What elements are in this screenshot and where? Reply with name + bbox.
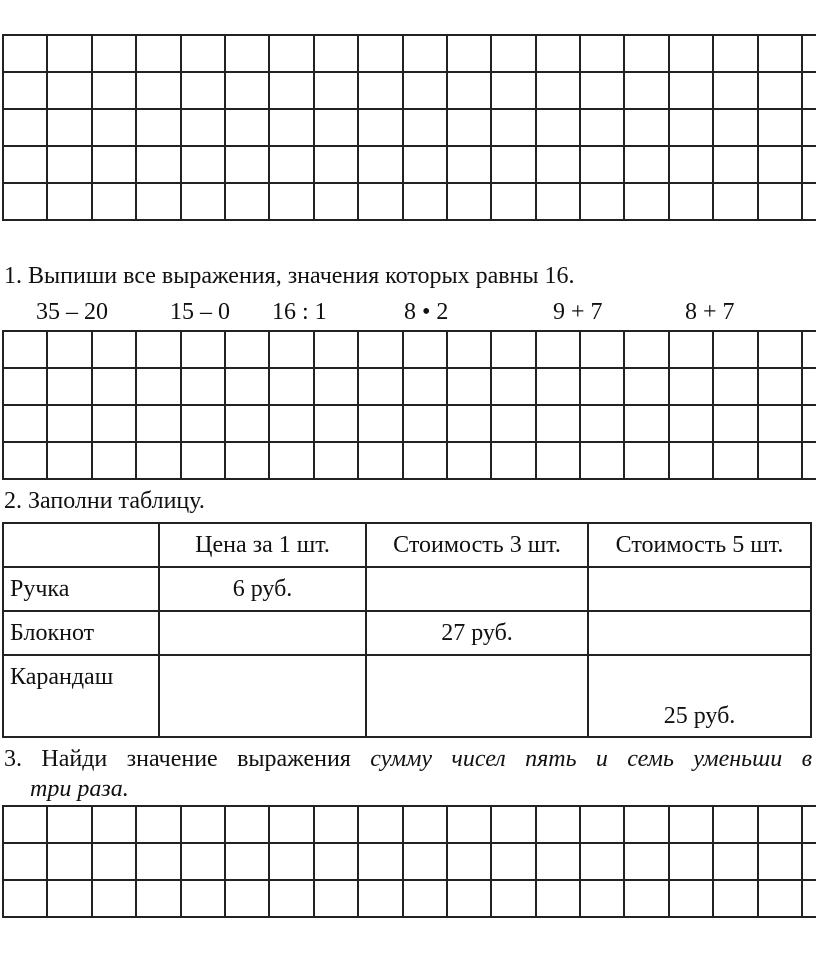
grid-cell[interactable] [314, 35, 358, 72]
grid-cell[interactable] [580, 183, 624, 220]
grid-cell[interactable] [758, 405, 802, 442]
grid-cell[interactable] [181, 146, 225, 183]
grid-cell[interactable] [713, 880, 757, 917]
grid-cell[interactable] [314, 806, 358, 843]
grid-cell[interactable] [47, 72, 91, 109]
grid-cell[interactable] [713, 72, 757, 109]
grid-cell[interactable] [136, 146, 180, 183]
grid-cell[interactable] [624, 442, 668, 479]
header-cost-3: Стоимость 3 шт. [366, 523, 588, 567]
grid-cell[interactable] [447, 442, 491, 479]
grid-row [3, 109, 816, 146]
grid-cell[interactable] [92, 331, 136, 368]
grid-cell[interactable] [491, 72, 535, 109]
answer-grid-top[interactable] [2, 34, 816, 221]
grid-cell[interactable] [403, 146, 447, 183]
cell-pencil-cost-5[interactable]: 25 руб. [588, 655, 811, 737]
grid-cell[interactable] [624, 109, 668, 146]
grid-cell[interactable] [580, 35, 624, 72]
grid-cell[interactable] [269, 405, 313, 442]
grid-cell[interactable] [802, 880, 816, 917]
row-label-notebook: Блокнот [3, 611, 159, 655]
grid-cell[interactable] [47, 880, 91, 917]
grid-cell[interactable] [447, 806, 491, 843]
grid-cell[interactable] [669, 183, 713, 220]
grid-cell[interactable] [181, 880, 225, 917]
grid-cell[interactable] [358, 843, 402, 880]
grid-cell[interactable] [136, 331, 180, 368]
grid-cell[interactable] [491, 405, 535, 442]
expression-1: 35 – 20 [36, 299, 108, 325]
grid-row [3, 35, 816, 72]
grid-cell[interactable] [358, 806, 402, 843]
grid-cell[interactable] [225, 368, 269, 405]
grid-cell[interactable] [181, 35, 225, 72]
grid-cell[interactable] [136, 72, 180, 109]
grid-cell[interactable] [92, 843, 136, 880]
grid-cell[interactable] [225, 72, 269, 109]
header-price-per-item: Цена за 1 шт. [159, 523, 366, 567]
grid-cell[interactable] [225, 146, 269, 183]
table-header-row [3, 523, 811, 567]
grid-cell[interactable] [758, 146, 802, 183]
grid-cell[interactable] [447, 146, 491, 183]
grid-cell[interactable] [47, 843, 91, 880]
cell-notebook-cost-5[interactable] [588, 611, 811, 655]
grid-cell[interactable] [491, 146, 535, 183]
table-row [3, 567, 811, 611]
grid-cell[interactable] [580, 405, 624, 442]
grid-cell[interactable] [536, 109, 580, 146]
grid-cell[interactable] [47, 183, 91, 220]
grid-row [3, 183, 816, 220]
grid-cell[interactable] [269, 442, 313, 479]
grid-cell[interactable] [92, 183, 136, 220]
grid-cell[interactable] [269, 331, 313, 368]
grid-cell[interactable] [447, 368, 491, 405]
grid-cell[interactable] [669, 35, 713, 72]
task-3-text [4, 742, 812, 776]
grid-cell[interactable] [536, 880, 580, 917]
grid-cell[interactable] [624, 331, 668, 368]
grid-cell[interactable] [669, 405, 713, 442]
grid-row [3, 843, 816, 880]
grid-cell[interactable] [47, 368, 91, 405]
grid-cell[interactable] [225, 331, 269, 368]
grid-cell[interactable] [713, 109, 757, 146]
grid-cell[interactable] [403, 183, 447, 220]
grid-cell[interactable] [447, 109, 491, 146]
grid-cell[interactable] [92, 72, 136, 109]
grid-cell[interactable] [225, 405, 269, 442]
grid-cell[interactable] [669, 146, 713, 183]
grid-cell[interactable] [269, 72, 313, 109]
grid-cell[interactable] [3, 405, 47, 442]
grid-cell[interactable] [314, 405, 358, 442]
grid-cell[interactable] [3, 331, 47, 368]
grid-cell[interactable] [758, 109, 802, 146]
grid-cell[interactable] [92, 146, 136, 183]
grid-cell[interactable] [580, 806, 624, 843]
grid-cell[interactable] [269, 35, 313, 72]
grid-cell[interactable] [136, 183, 180, 220]
cell-notebook-cost-3[interactable]: 27 руб. [366, 611, 588, 655]
grid-cell[interactable] [403, 72, 447, 109]
grid-cell[interactable] [92, 442, 136, 479]
grid-cell[interactable] [403, 405, 447, 442]
grid-cell[interactable] [3, 442, 47, 479]
grid-cell[interactable] [669, 368, 713, 405]
grid-cell[interactable] [536, 442, 580, 479]
grid-cell[interactable] [758, 183, 802, 220]
task-3-prefix: 3. Найди значение выражения [4, 746, 351, 772]
grid-cell[interactable] [802, 109, 816, 146]
grid-cell[interactable] [358, 146, 402, 183]
grid-cell[interactable] [269, 806, 313, 843]
grid-cell[interactable] [713, 368, 757, 405]
grid-cell[interactable] [403, 331, 447, 368]
cell-pencil-cost-3[interactable] [366, 655, 588, 737]
grid-cell[interactable] [358, 442, 402, 479]
grid-cell[interactable] [403, 843, 447, 880]
grid-cell[interactable] [491, 183, 535, 220]
grid-cell[interactable] [580, 109, 624, 146]
grid-cell[interactable] [314, 109, 358, 146]
grid-cell[interactable] [92, 405, 136, 442]
cell-pencil-price[interactable] [159, 655, 366, 737]
grid-cell[interactable] [447, 405, 491, 442]
cell-pen-price[interactable]: 6 руб. [159, 567, 366, 611]
grid-cell[interactable] [669, 806, 713, 843]
grid-cell[interactable] [358, 880, 402, 917]
cell-pen-cost-3[interactable] [366, 567, 588, 611]
grid-cell[interactable] [669, 109, 713, 146]
grid-cell[interactable] [758, 331, 802, 368]
grid-cell[interactable] [536, 405, 580, 442]
grid-cell[interactable] [181, 183, 225, 220]
grid-cell[interactable] [47, 806, 91, 843]
grid-cell[interactable] [403, 880, 447, 917]
grid-cell[interactable] [181, 72, 225, 109]
grid-row [3, 880, 816, 917]
grid-cell[interactable] [536, 368, 580, 405]
grid-cell[interactable] [47, 331, 91, 368]
grid-cell[interactable] [758, 806, 802, 843]
grid-cell[interactable] [624, 843, 668, 880]
grid-cell[interactable] [713, 331, 757, 368]
grid-cell[interactable] [181, 843, 225, 880]
grid-cell[interactable] [225, 880, 269, 917]
grid-cell[interactable] [491, 806, 535, 843]
grid-cell[interactable] [314, 331, 358, 368]
grid-cell[interactable] [580, 72, 624, 109]
grid-cell[interactable] [802, 843, 816, 880]
expression-6: 8 + 7 [685, 299, 735, 325]
row-label-pencil: Карандаш [3, 655, 159, 737]
grid-cell[interactable] [403, 35, 447, 72]
grid-cell[interactable] [536, 35, 580, 72]
grid-cell[interactable] [403, 368, 447, 405]
grid-cell[interactable] [225, 109, 269, 146]
grid-cell[interactable] [713, 183, 757, 220]
grid-cell[interactable] [47, 146, 91, 183]
grid-cell[interactable] [358, 72, 402, 109]
grid-cell[interactable] [269, 880, 313, 917]
grid-row [3, 146, 816, 183]
grid-cell[interactable] [536, 843, 580, 880]
grid-cell[interactable] [47, 109, 91, 146]
grid-cell[interactable] [758, 35, 802, 72]
task-3-italic-line-2: три раза. [30, 776, 129, 802]
grid-cell[interactable] [758, 442, 802, 479]
grid-cell[interactable] [3, 72, 47, 109]
grid-cell[interactable] [447, 843, 491, 880]
grid-cell[interactable] [491, 442, 535, 479]
grid-cell[interactable] [536, 806, 580, 843]
grid-cell[interactable] [624, 146, 668, 183]
grid-cell[interactable] [181, 368, 225, 405]
header-cell-empty [3, 523, 159, 567]
grid-cell[interactable] [3, 183, 47, 220]
grid-cell[interactable] [47, 405, 91, 442]
grid-cell[interactable] [358, 368, 402, 405]
grid-cell[interactable] [225, 183, 269, 220]
grid-cell[interactable] [491, 109, 535, 146]
grid-cell[interactable] [136, 368, 180, 405]
grid-cell[interactable] [536, 183, 580, 220]
expression-2: 15 – 0 [170, 299, 230, 325]
grid-cell[interactable] [314, 442, 358, 479]
grid-cell[interactable] [3, 146, 47, 183]
grid-cell[interactable] [269, 183, 313, 220]
grid-cell[interactable] [314, 72, 358, 109]
grid-cell[interactable] [358, 183, 402, 220]
expression-5: 9 + 7 [553, 299, 603, 325]
grid-cell[interactable] [491, 368, 535, 405]
grid-cell[interactable] [669, 331, 713, 368]
grid-cell[interactable] [624, 368, 668, 405]
grid-cell[interactable] [47, 35, 91, 72]
grid-row [3, 405, 816, 442]
grid-cell[interactable] [3, 368, 47, 405]
grid-cell[interactable] [624, 72, 668, 109]
grid-cell[interactable] [491, 331, 535, 368]
grid-cell[interactable] [225, 806, 269, 843]
grid-cell[interactable] [713, 843, 757, 880]
grid-cell[interactable] [269, 368, 313, 405]
grid-cell[interactable] [758, 880, 802, 917]
grid-cell[interactable] [802, 368, 816, 405]
task-1-text: 1. Выпиши все выражения, значения которых равны 16. [4, 263, 575, 289]
grid-row [3, 331, 816, 368]
grid-cell[interactable] [536, 331, 580, 368]
grid-cell[interactable] [669, 442, 713, 479]
grid-cell[interactable] [47, 442, 91, 479]
grid-cell[interactable] [136, 806, 180, 843]
grid-cell[interactable] [136, 442, 180, 479]
grid-cell[interactable] [802, 72, 816, 109]
grid-cell[interactable] [802, 146, 816, 183]
grid-cell[interactable] [758, 368, 802, 405]
grid-cell[interactable] [669, 880, 713, 917]
grid-cell[interactable] [624, 880, 668, 917]
grid-cell[interactable] [536, 72, 580, 109]
cell-pen-cost-5[interactable] [588, 567, 811, 611]
grid-cell[interactable] [92, 368, 136, 405]
header-cost-5: Стоимость 5 шт. [588, 523, 811, 567]
grid-cell[interactable] [92, 880, 136, 917]
grid-cell[interactable] [403, 109, 447, 146]
grid-cell[interactable] [802, 405, 816, 442]
grid-cell[interactable] [314, 146, 358, 183]
grid-cell[interactable] [713, 35, 757, 72]
grid-cell[interactable] [3, 806, 47, 843]
price-table [2, 522, 812, 738]
grid-cell[interactable] [269, 146, 313, 183]
grid-cell[interactable] [136, 405, 180, 442]
grid-cell[interactable] [314, 368, 358, 405]
grid-cell[interactable] [447, 35, 491, 72]
grid-cell[interactable] [358, 35, 402, 72]
grid-cell[interactable] [181, 405, 225, 442]
grid-cell[interactable] [92, 806, 136, 843]
grid-cell[interactable] [92, 35, 136, 72]
grid-cell[interactable] [225, 442, 269, 479]
grid-cell[interactable] [314, 183, 358, 220]
grid-cell[interactable] [269, 843, 313, 880]
grid-row [3, 368, 816, 405]
grid-cell[interactable] [580, 368, 624, 405]
grid-cell[interactable] [403, 806, 447, 843]
grid-cell[interactable] [669, 843, 713, 880]
grid-cell[interactable] [536, 146, 580, 183]
answer-grid-task-3[interactable] [2, 805, 816, 918]
grid-cell[interactable] [669, 72, 713, 109]
grid-cell[interactable] [624, 35, 668, 72]
grid-cell[interactable] [580, 442, 624, 479]
table-row [3, 655, 811, 737]
grid-cell[interactable] [3, 35, 47, 72]
grid-cell[interactable] [758, 843, 802, 880]
grid-cell[interactable] [491, 880, 535, 917]
grid-cell[interactable] [358, 405, 402, 442]
answer-grid-task-1[interactable] [2, 330, 816, 480]
grid-cell[interactable] [447, 331, 491, 368]
grid-row [3, 72, 816, 109]
grid-cell[interactable] [358, 331, 402, 368]
grid-cell[interactable] [580, 843, 624, 880]
grid-row [3, 442, 816, 479]
grid-cell[interactable] [713, 405, 757, 442]
grid-row [3, 806, 816, 843]
grid-cell[interactable] [802, 183, 816, 220]
grid-cell[interactable] [269, 109, 313, 146]
grid-cell[interactable] [624, 405, 668, 442]
grid-cell[interactable] [758, 72, 802, 109]
grid-cell[interactable] [225, 843, 269, 880]
grid-cell[interactable] [713, 146, 757, 183]
grid-cell[interactable] [3, 109, 47, 146]
grid-cell[interactable] [447, 183, 491, 220]
grid-cell[interactable] [624, 183, 668, 220]
grid-cell[interactable] [491, 843, 535, 880]
row-label-pen: Ручка [3, 567, 159, 611]
grid-cell[interactable] [358, 109, 402, 146]
grid-cell[interactable] [447, 880, 491, 917]
grid-cell[interactable] [136, 880, 180, 917]
grid-cell[interactable] [580, 146, 624, 183]
task-2-text: 2. Заполни таблицу. [4, 488, 205, 514]
cell-notebook-price[interactable] [159, 611, 366, 655]
grid-cell[interactable] [92, 109, 136, 146]
grid-cell[interactable] [447, 72, 491, 109]
grid-cell[interactable] [802, 35, 816, 72]
grid-cell[interactable] [181, 109, 225, 146]
grid-cell[interactable] [802, 442, 816, 479]
grid-cell[interactable] [713, 806, 757, 843]
grid-cell[interactable] [580, 880, 624, 917]
grid-cell[interactable] [403, 442, 447, 479]
grid-cell[interactable] [3, 880, 47, 917]
task-3-italic-line-1: сумму чисел пять и семь уменьши в [370, 746, 813, 772]
expression-4: 8 • 2 [404, 299, 449, 325]
grid-cell[interactable] [802, 331, 816, 368]
table-row [3, 611, 811, 655]
grid-cell[interactable] [225, 35, 269, 72]
grid-cell[interactable] [491, 35, 535, 72]
grid-cell[interactable] [181, 331, 225, 368]
grid-cell[interactable] [713, 442, 757, 479]
grid-cell[interactable] [802, 806, 816, 843]
grid-cell[interactable] [136, 843, 180, 880]
grid-cell[interactable] [136, 109, 180, 146]
grid-cell[interactable] [3, 843, 47, 880]
grid-cell[interactable] [580, 331, 624, 368]
grid-cell[interactable] [136, 35, 180, 72]
expression-3: 16 : 1 [272, 299, 327, 325]
grid-cell[interactable] [314, 880, 358, 917]
grid-cell[interactable] [181, 806, 225, 843]
grid-cell[interactable] [624, 806, 668, 843]
grid-cell[interactable] [314, 843, 358, 880]
grid-cell[interactable] [181, 442, 225, 479]
